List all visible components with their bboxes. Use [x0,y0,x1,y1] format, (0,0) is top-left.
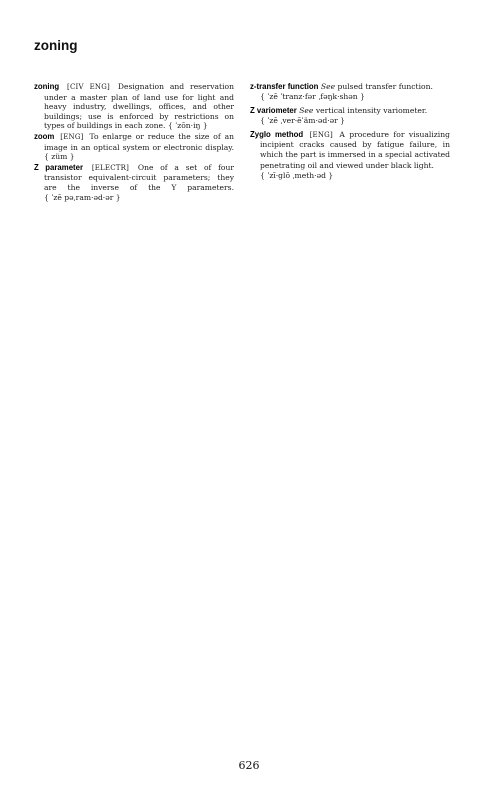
pronunciation: { ˈzōn·iŋ } [167,121,208,131]
dictionary-entry [34,132,234,162]
definition: A procedure for visualizing incipient cracks caused by fatigue failure, in which the part is immersed in a special activated penetrating oil and viewed under black light. [260,129,450,170]
headword: Z variometer [250,105,297,115]
dictionary-entry [250,106,450,127]
headword: Z parameter [34,162,84,172]
dictionary-entry [34,82,234,131]
definition: To enlarge or reduce the size of an image in an optical system or electronic display. [44,131,234,152]
field-label: [ELECTR] [91,163,130,172]
pronunciation: { ˈzī·glō ˌmeth·əd } [260,171,334,181]
definition: Designation and reservation under a master plan of land use for light and heavy industry, dwellings, offices, and other buildings; use is enforced by restrictions on types of buildings in each zone. [44,82,234,131]
dictionary-entry [250,82,450,103]
right-column [250,82,450,185]
field-label: [CIV ENG] [67,83,110,91]
dictionary-entry [34,163,234,202]
running-head: zoning [34,38,78,53]
headword: z-transfer function [250,82,319,91]
definition: One of a set of four transistor equivalent-circuit parameters; they are the inverse of the Y parameters. [44,162,235,192]
headword: Zyglo method [250,129,304,139]
dictionary-entry [250,130,450,182]
pronunciation: { ˈzē ˈtranz·fər ˌfəŋk·shən } [260,92,365,102]
left-column [34,82,234,203]
field-label: [ENG] [309,130,333,139]
pronunciation: { ˈzē ˌver·ēˈäm·əd·ər } [260,116,346,126]
page-number: 626 [238,759,260,772]
pronunciation: { ˈzē pəˌram·əd·ər } [44,192,121,202]
field-label: [ENG] [60,132,84,141]
headword: zoning [34,82,60,91]
see-reference: See [299,105,314,115]
see-reference: See [320,82,336,91]
headword: zoom [34,131,55,141]
pronunciation: { züm } [44,152,75,162]
definition: pulsed transfer function. [337,82,433,91]
definition: vertical intensity variometer. [315,105,428,115]
